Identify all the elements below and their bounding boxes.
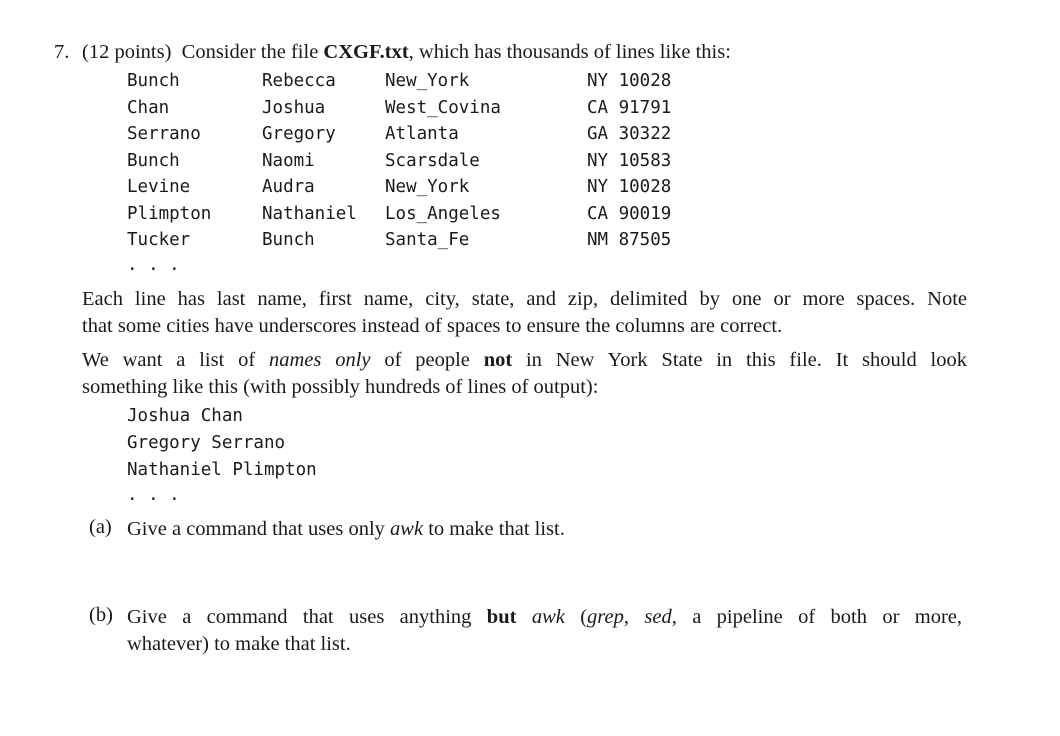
state-zip-cell: NY 10028 bbox=[587, 71, 672, 91]
state-zip-cell: NY 10028 bbox=[587, 177, 672, 197]
state-zip-cell: CA 90019 bbox=[587, 203, 672, 224]
first-name-cell: Nathaniel bbox=[262, 203, 357, 224]
paragraph-line bbox=[82, 347, 967, 374]
output-line: Nathaniel Plimpton bbox=[127, 460, 317, 480]
emphasis-sed: sed bbox=[644, 606, 672, 628]
first-name-cell: Rebecca bbox=[262, 71, 336, 91]
text-fragment: in New York State in this file. It should look bbox=[512, 349, 967, 371]
question-points: (12 points) bbox=[82, 41, 172, 63]
output-line: Gregory Serrano bbox=[127, 433, 286, 453]
last-name-cell: Bunch bbox=[127, 150, 180, 171]
paragraph-line: whatever) to make that list. bbox=[127, 633, 351, 655]
ellipsis-text: . . . bbox=[127, 255, 180, 275]
last-name-cell: Levine bbox=[127, 177, 191, 197]
output-line: Joshua Chan bbox=[127, 406, 243, 426]
bold-but: but bbox=[486, 606, 517, 628]
text-fragment: Give a command that uses only bbox=[127, 518, 391, 540]
paragraph-line: that some cities have underscores instead of spaces to ensure the columns are correct. bbox=[82, 315, 783, 337]
first-name-cell: Joshua bbox=[262, 97, 326, 118]
question-intro-pre: Consider the file bbox=[181, 41, 324, 63]
text-fragment: ( bbox=[564, 606, 588, 628]
last-name-cell: Chan bbox=[127, 97, 170, 118]
text-fragment bbox=[516, 606, 531, 628]
city-cell: New_York bbox=[385, 71, 470, 91]
state-zip-cell: GA 30322 bbox=[587, 124, 672, 144]
first-name-cell: Gregory bbox=[262, 124, 336, 144]
state-zip-cell: CA 91791 bbox=[587, 97, 672, 118]
paragraph-task-description bbox=[82, 347, 967, 401]
emphasis-awk: awk bbox=[531, 606, 565, 628]
last-name-cell: Tucker bbox=[127, 230, 191, 250]
city-cell: Santa_Fe bbox=[385, 230, 470, 250]
question-number: 7. bbox=[54, 41, 70, 63]
part-b-text bbox=[127, 604, 962, 658]
city-cell: Scarsdale bbox=[385, 150, 480, 171]
last-name-cell: Serrano bbox=[127, 124, 201, 144]
city-cell: West_Covina bbox=[385, 97, 501, 118]
text-fragment: , a pipeline of both or more, bbox=[671, 606, 963, 628]
text-fragment: to make that list. bbox=[423, 518, 565, 540]
part-b-label: (b) bbox=[89, 604, 113, 626]
emphasis-names-only: names only bbox=[269, 349, 371, 371]
text-fragment: , bbox=[623, 606, 645, 628]
text-fragment: Give a command that uses anything bbox=[127, 606, 487, 628]
emphasis-awk: awk bbox=[390, 518, 424, 540]
last-name-cell: Plimpton bbox=[127, 203, 212, 224]
part-a-label: (a) bbox=[89, 516, 112, 538]
question-header bbox=[54, 41, 731, 64]
first-name-cell: Audra bbox=[262, 177, 315, 197]
paragraph-line: something like this (with possibly hundreds of lines of output): bbox=[82, 376, 599, 398]
text-fragment: We want a list of bbox=[82, 349, 269, 371]
bold-not: not bbox=[483, 349, 513, 371]
text-fragment: of people bbox=[370, 349, 484, 371]
last-name-cell: Bunch bbox=[127, 71, 180, 91]
city-cell: Atlanta bbox=[385, 124, 459, 144]
city-cell: Los_Angeles bbox=[385, 203, 501, 224]
paragraph-format-description bbox=[82, 286, 967, 340]
paragraph-line: Each line has last name, first name, city, state, and zip, delimited by one or more spaces. Note bbox=[82, 288, 967, 310]
city-cell: New_York bbox=[385, 177, 470, 197]
question-filename: CXGF.txt bbox=[323, 41, 409, 63]
part-a-text bbox=[127, 516, 565, 543]
first-name-cell: Naomi bbox=[262, 150, 315, 171]
emphasis-grep: grep bbox=[587, 606, 624, 628]
state-zip-cell: NM 87505 bbox=[587, 230, 672, 250]
first-name-cell: Bunch bbox=[262, 230, 315, 250]
state-zip-cell: NY 10583 bbox=[587, 150, 672, 171]
ellipsis-text: . . . bbox=[127, 485, 180, 505]
question-intro-post: , which has thousands of lines like this: bbox=[408, 41, 731, 63]
